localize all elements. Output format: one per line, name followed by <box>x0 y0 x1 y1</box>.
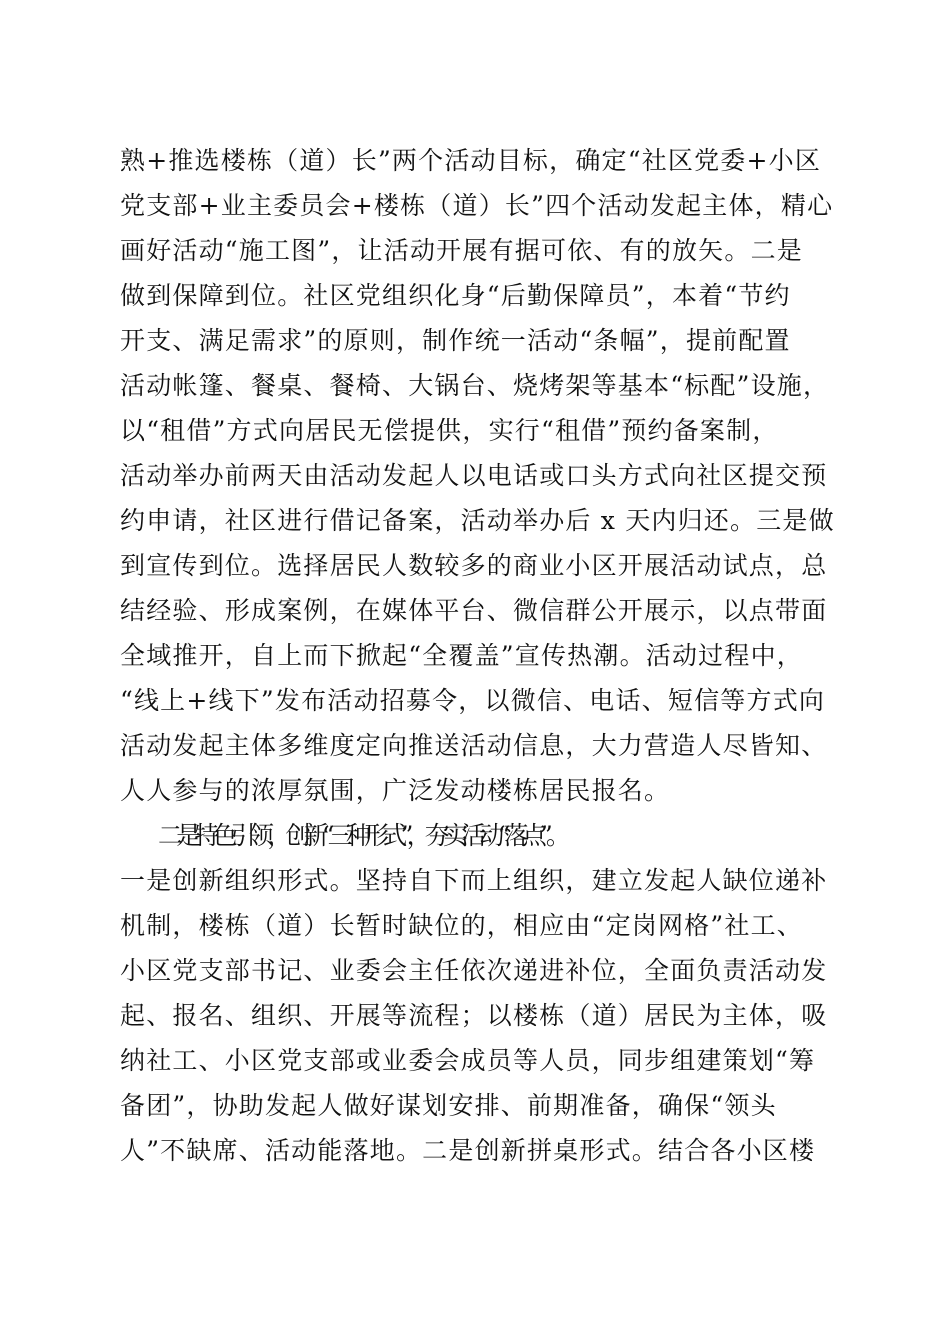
text-line-21: 纳社工、小区党支部或业委会成员等人员，同步组建策划“筹 <box>120 1046 816 1075</box>
text-line-17: 一是创新组织形式。坚持自下而上组织，建立发起人缺位递补 <box>120 866 828 895</box>
text-line-8: 活动举办前两天由活动发起人以电话或口头方式向社区提交预 <box>120 461 828 490</box>
text-line-13: “线上+线下”发布活动招募令，以微信、电话、短信等方式向 <box>120 686 826 715</box>
text-line-3: 画好活动“施工图”，让活动开展有据可依、有的放矢。二是 <box>120 236 803 265</box>
text-line-4: 做到保障到位。社区党组织化身“后勤保障员”，本着“节约 <box>120 281 791 310</box>
text-line-20: 起、报名、组织、开展等流程；以楼栋（道）居民为主体，吸 <box>120 1001 828 1030</box>
text-line-10: 到宣传到位。选择居民人数较多的商业小区开展活动试点，总 <box>120 551 828 580</box>
text-line-15: 人人参与的浓厚氛围，广泛发动楼栋居民报名。 <box>120 776 671 805</box>
text-line-12: 全域推开，自上而下掀起“全覆盖”宣传热潮。活动过程中， <box>120 641 803 670</box>
text-line-19: 小区党支部书记、业委会主任依次递进补位，全面负责活动发 <box>120 956 828 985</box>
text-line-23: 人”不缺席、活动能落地。二是创新拼桌形式。结合各小区楼 <box>120 1136 816 1165</box>
text-line-1: 熟+推选楼栋（道）长”两个活动目标，确定“社区党委+小区 <box>120 146 822 175</box>
text-line-22: 备团”，协助发起人做好谋划安排、前期准备，确保“领头 <box>120 1091 777 1120</box>
text-line-9: 约申请，社区进行借记备案，活动举办后 x 天内归还。三是做 <box>120 506 835 535</box>
text-line-5: 开支、满足需求”的原则，制作统一活动“条幅”，提前配置 <box>120 326 791 355</box>
text-line-7: 以“租借”方式向居民无偿提供，实行“租借”预约备案制， <box>120 416 779 445</box>
text-line-6: 活动帐篷、餐桌、餐椅、大锅台、烧烤架等基本“标配”设施， <box>120 371 830 400</box>
text-line-14: 活动发起主体多维度定向推送活动信息，大力营造人尽皆知、 <box>120 731 828 760</box>
text-line-2: 党支部+业主委员会+楼栋（道）长”四个活动发起主体，精心 <box>120 191 834 220</box>
text-line-18: 机制，楼栋（道）长暂时缺位的，相应由“定岗网格”社工、 <box>120 911 803 940</box>
section-heading-line: 二是特色引领，创新“三种形式”，夯实活动“落点”。 <box>158 821 565 850</box>
text-line-11: 结经验、形成案例，在媒体平台、微信群公开展示，以点带面 <box>120 596 828 625</box>
